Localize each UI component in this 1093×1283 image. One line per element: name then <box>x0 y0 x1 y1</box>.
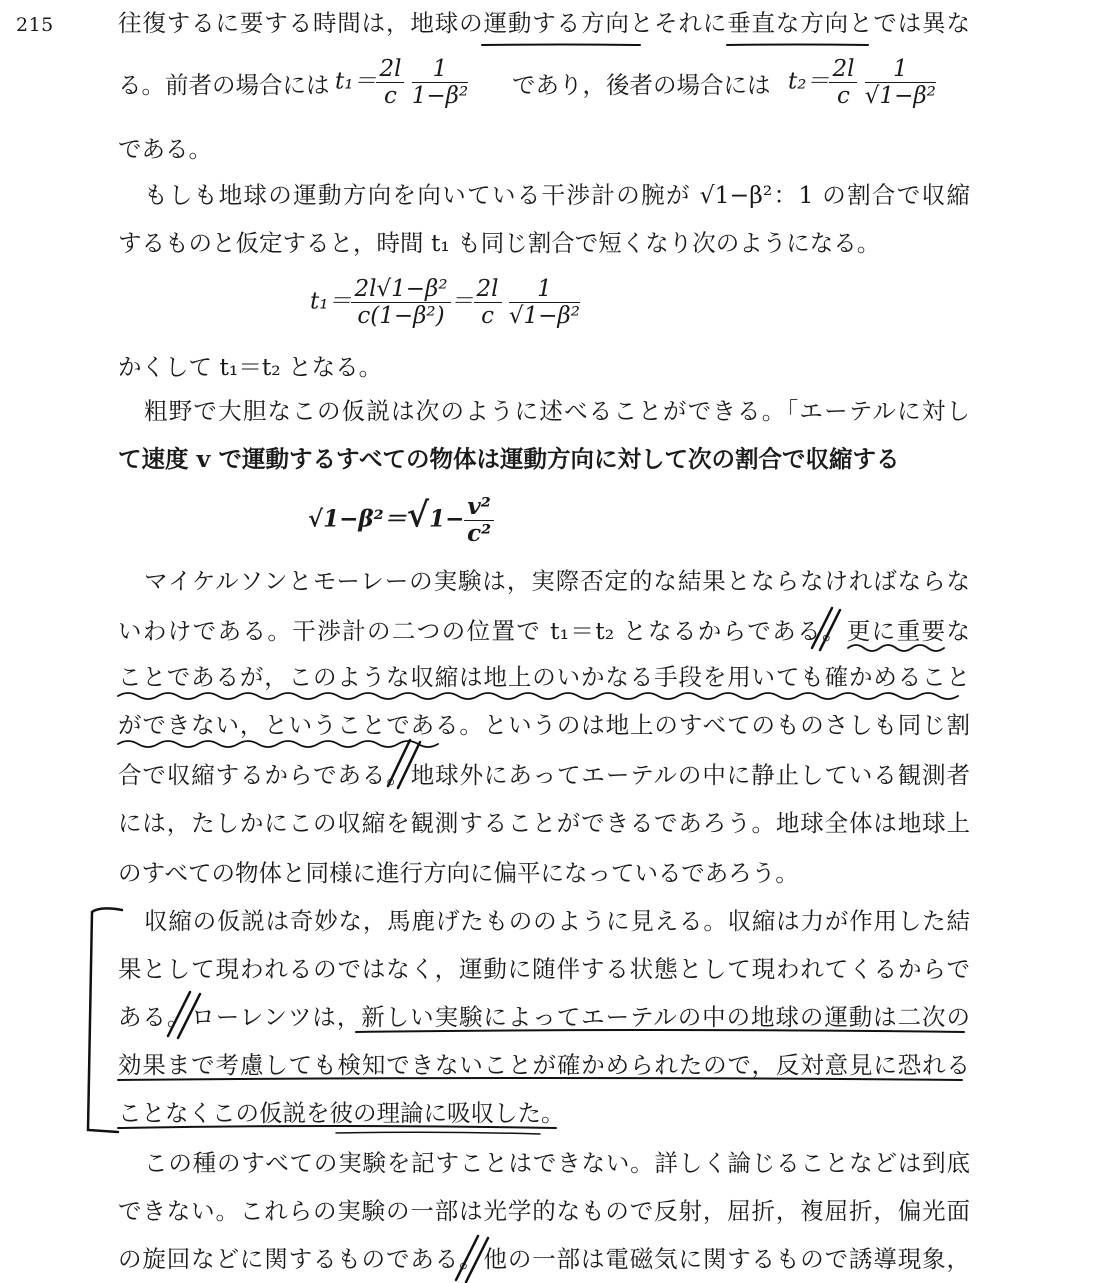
text-line-12: ができない，ということである。というのは地上のすべてのものさしも同じ割 <box>118 711 970 739</box>
t1-denominator-2: 1−β² <box>411 83 469 109</box>
equation-t1 <box>335 56 468 109</box>
text-line-2-middle: であり，後者の場合には <box>512 71 771 99</box>
text-line-14: には，たしかにこの収縮を観測することができるであろう。地球全体は地球上 <box>118 809 970 837</box>
text-line-8: て速度 v で運動するすべての物体は運動方向に対して次の割合で収縮する <box>118 445 900 473</box>
contraction-lhs: √1−β²＝ <box>308 505 407 533</box>
contraction-numerator: v² <box>464 494 493 521</box>
text-line-17: 果として現われるのではなく，運動に随伴する状態として現われてくるからで <box>118 955 970 983</box>
underline-motion-direction <box>482 45 640 46</box>
contraction-one: 1− <box>429 505 465 533</box>
text-line-10: いわけである。干渉計の二つの位置で t₁＝t₂ となるからである。更に重要な <box>118 617 970 645</box>
eq-numerator-1: 2l√1−β² <box>351 276 450 303</box>
eq-numerator-2: 2l <box>474 276 502 303</box>
underline-perpendicular-direction <box>727 45 868 46</box>
t2-fraction-1-sqrt <box>865 56 936 109</box>
text-line-4: もしも地球の運動方向を向いている干渉計の腕が √1−β²：1 の割合で収縮 <box>144 181 970 209</box>
eq-fraction-3 <box>509 276 580 329</box>
t2-denominator-2: √1−β² <box>864 83 936 109</box>
t1-fraction-1-beta <box>412 56 468 109</box>
text-line-19: 効果まで考慮しても検知できないことが確かめられたので，反対意見に恐れる <box>118 1051 970 1079</box>
eq-equals: ＝ <box>450 288 474 315</box>
text-line-9: マイケルソンとモーレーの実験は，実際否定的な結果とならなければならな <box>144 567 970 595</box>
wavy-underline-3 <box>118 741 438 747</box>
equation-contraction <box>308 494 494 547</box>
text-line-16: 収縮の仮説は奇妙な，馬鹿げたもののように見える。収縮は力が作用した結 <box>144 907 970 935</box>
t1-numerator: 2l <box>376 56 404 83</box>
t2-numerator-2: 1 <box>865 56 936 83</box>
text-line-2-prefix: る。前者の場合には <box>118 71 330 99</box>
eq-denominator-2: c <box>481 303 494 329</box>
text-line-1: 往復するに要する時間は，地球の運動する方向とそれに垂直な方向とでは異な <box>118 9 970 37</box>
t1-fraction-2l-c <box>376 56 404 109</box>
text-line-15: のすべての物体と同様に進行方向に偏平になっているであろう。 <box>118 859 799 887</box>
page-number: 215 <box>16 14 54 36</box>
text-line-22: できない。これらの実験の一部は光学的なもので反射，屈折，複屈折，偏光面 <box>118 1197 970 1225</box>
t2-fraction-2l-c <box>829 56 857 109</box>
t1-lhs: t₁＝ <box>335 68 377 95</box>
text-line-11: ことであるが，このような収縮は地上のいかなる手段を用いても確かめること <box>118 663 970 691</box>
t1-denominator: c <box>384 83 397 109</box>
text-line-18: ある。ローレンツは，新しい実験によってエーテルの中の地球の運動は二次の <box>118 1003 970 1031</box>
equation-t1-contracted <box>310 276 580 329</box>
text-line-5: するものと仮定すると，時間 t₁ も同じ割合で短くなり次のようになる。 <box>118 229 881 257</box>
text-line-21: この種のすべての実験を記すことはできない。詳しく論じることなどは到底 <box>144 1149 970 1177</box>
eq-fraction-1 <box>351 276 450 329</box>
text-line-13: 合で収縮するからである。地球外にあってエーテルの中に静止している観測者 <box>118 761 970 789</box>
eq-denominator-1: c(1−β²) <box>357 303 445 329</box>
text-line-23: の旋回などに関するものである。他の一部は電磁気に関するもので誘導現象， <box>118 1245 970 1273</box>
wavy-underline-2 <box>118 693 958 699</box>
underline-lorentz-4 <box>336 1132 540 1134</box>
eq-fraction-2 <box>474 276 502 329</box>
eq-lhs: t₁＝ <box>310 288 352 315</box>
t2-numerator: 2l <box>829 56 857 83</box>
eq-denominator-3: √1−β² <box>508 303 580 329</box>
contraction-denominator: c² <box>467 520 492 547</box>
margin-bracket <box>88 908 122 1132</box>
text-line-3: である。 <box>118 135 212 163</box>
text-line-6: かくして t₁＝t₂ となる。 <box>118 353 383 381</box>
text-line-7: 粗野で大胆なこの仮説は次のように述べることができる。「エーテルに対し <box>144 397 970 425</box>
t2-lhs: t₂＝ <box>788 68 830 95</box>
text-line-20: ことなくこの仮説を彼の理論に吸収した。 <box>118 1099 565 1127</box>
contraction-root: √ <box>406 495 430 536</box>
t1-numerator-2: 1 <box>412 56 468 83</box>
contraction-fraction <box>464 494 493 547</box>
eq-numerator-3: 1 <box>509 276 580 303</box>
t2-denominator: c <box>837 83 850 109</box>
equation-t2 <box>788 56 936 109</box>
